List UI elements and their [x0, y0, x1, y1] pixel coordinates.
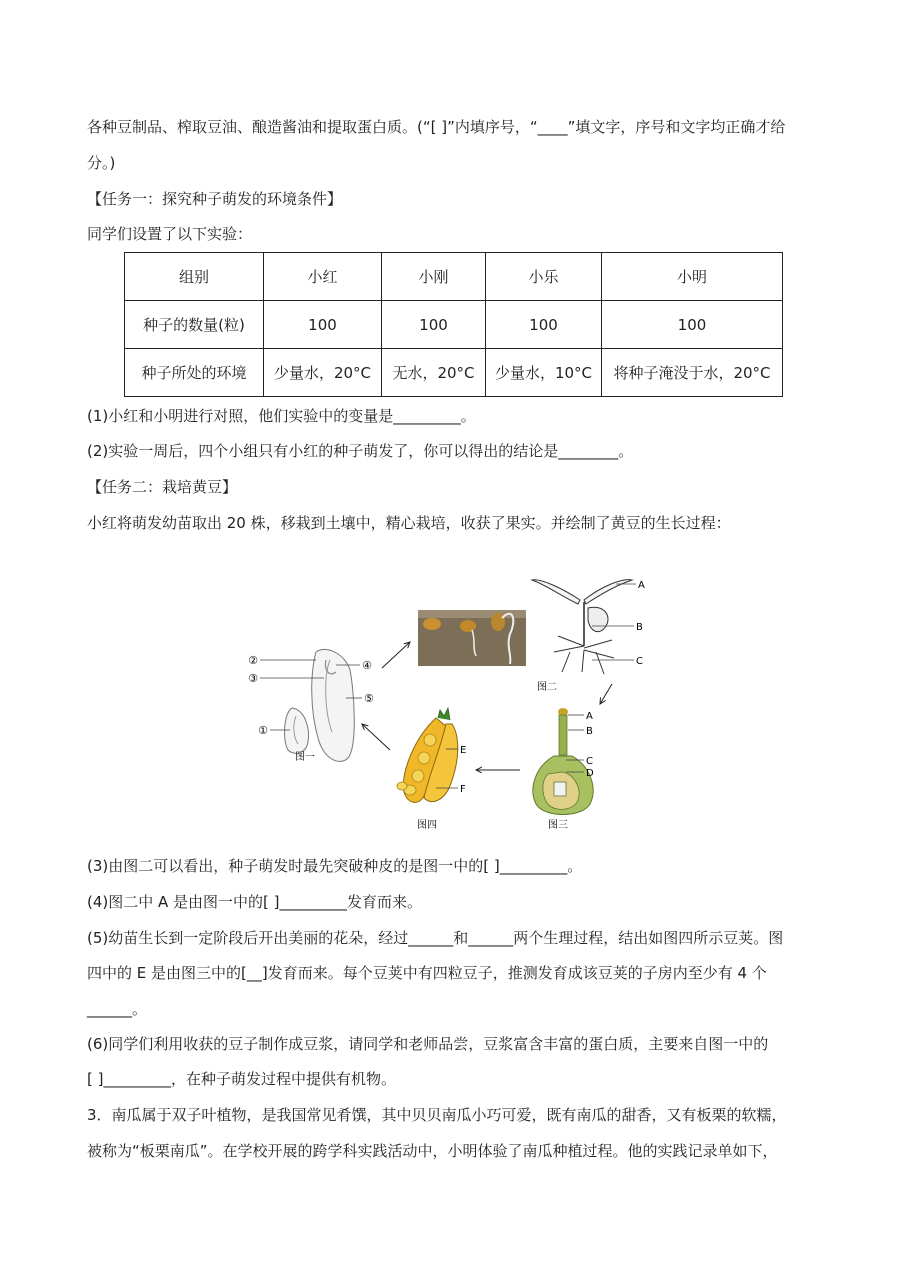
label-c: C	[636, 656, 643, 667]
fig4-caption: 图四	[417, 820, 437, 831]
table-row	[125, 349, 783, 397]
table-cell: 小乐	[486, 253, 602, 301]
label-5: ⑤	[364, 692, 374, 705]
table-cell: 种子所处的环境	[125, 349, 264, 397]
table-cell: 少量水，20°C	[264, 349, 382, 397]
question-6-line-1: (6)同学们利用收获的豆子制作成豆浆，请同学和老师品尝，豆浆富含丰富的蛋白质，主要来自图一中的	[87, 1035, 769, 1053]
fig2-caption: 图二	[537, 682, 557, 693]
table-cell: 将种子淹没于水，20°C	[602, 349, 783, 397]
problem-3-line-2: 被称为“板栗南瓜”。在学校开展的跨学科实践活动中，小明体验了南瓜种植过程。他的实践记录单如下，	[87, 1142, 778, 1160]
table-cell: 无水，20°C	[382, 349, 486, 397]
table-cell: 小红	[264, 253, 382, 301]
table-cell: 100	[486, 301, 602, 349]
label-2: ②	[248, 654, 258, 667]
label-a: A	[586, 711, 593, 722]
question-4: (4)图二中 A 是由图一中的[ ]_________发育而来。	[87, 893, 423, 911]
label-3: ③	[248, 672, 258, 685]
label-4: ④	[362, 659, 372, 672]
table-row	[125, 253, 783, 301]
arrow	[600, 684, 612, 704]
label-b: B	[636, 622, 643, 633]
question-5-line-2: 四中的 E 是由图三中的[__]发育而来。每个豆荚中有四粒豆子，推测发育成该豆荚的子房内至少有 4 个	[87, 964, 767, 982]
table-cell: 组别	[125, 253, 264, 301]
label-c: C	[586, 756, 593, 767]
question-5-line-3: ______。	[87, 1000, 148, 1018]
task2-text: 小红将萌发幼苗取出 20 株，移栽到土壤中，精心栽培，收获了果实。并绘制了黄豆的生长过程：	[87, 514, 731, 532]
table-cell: 100	[264, 301, 382, 349]
pistil-diagram	[533, 708, 594, 831]
seed-structure-diagram	[248, 649, 374, 763]
experiment-intro: 同学们设置了以下实验：	[87, 225, 253, 243]
question-2: (2)实验一周后，四个小组只有小红的种子萌发了，你可以得出的结论是________。	[87, 442, 634, 460]
table-cell: 少量水，10°C	[486, 349, 602, 397]
fig3-caption: 图三	[548, 820, 568, 831]
task1-heading: 【任务一：探究种子萌发的环境条件】	[87, 190, 343, 208]
experiment-table	[124, 252, 783, 397]
soybean-growth-figure	[240, 560, 660, 835]
question-3: (3)由图二可以看出，种子萌发时最先突破种皮的是图一中的[ ]_________。	[87, 857, 583, 875]
label-e: E	[460, 745, 467, 756]
label-a: A	[638, 580, 645, 591]
table-cell: 种子的数量(粒)	[125, 301, 264, 349]
label-f: F	[460, 784, 466, 795]
label-b: B	[586, 726, 593, 737]
table-row	[125, 301, 783, 349]
text-line-1: 各种豆制品、榨取豆油、酿造酱油和提取蛋白质。(“[ ]”内填序号，“____”填文字，序号和文字均正确才给	[87, 118, 786, 136]
label-1: ①	[258, 724, 268, 737]
seedling-diagram	[532, 580, 645, 693]
table-cell: 100	[602, 301, 783, 349]
arrow	[382, 642, 410, 668]
fig1-caption: 图一	[295, 752, 315, 763]
question-1: (1)小红和小明进行对照，他们实验中的变量是_________。	[87, 407, 476, 425]
arrow	[362, 724, 390, 750]
label-d: D	[586, 768, 594, 779]
table-cell: 100	[382, 301, 486, 349]
task2-heading: 【任务二：栽培黄豆】	[87, 478, 238, 496]
question-6-line-2: [ ]_________，在种子萌发过程中提供有机物。	[87, 1070, 396, 1088]
question-5-line-1: (5)幼苗生长到一定阶段后开出美丽的花朵，经过______和______两个生理过程，结出如图四所示豆荚。图	[87, 929, 784, 947]
germination-soil-image	[418, 610, 526, 666]
table-cell: 小明	[602, 253, 783, 301]
pod-diagram	[397, 708, 466, 831]
problem-3-line-1: 3．南瓜属于双子叶植物，是我国常见肴馔，其中贝贝南瓜小巧可爱，既有南瓜的甜香，又有板栗的软糯，	[87, 1106, 787, 1124]
text-line-2: 分。)	[87, 154, 116, 172]
table-cell: 小刚	[382, 253, 486, 301]
